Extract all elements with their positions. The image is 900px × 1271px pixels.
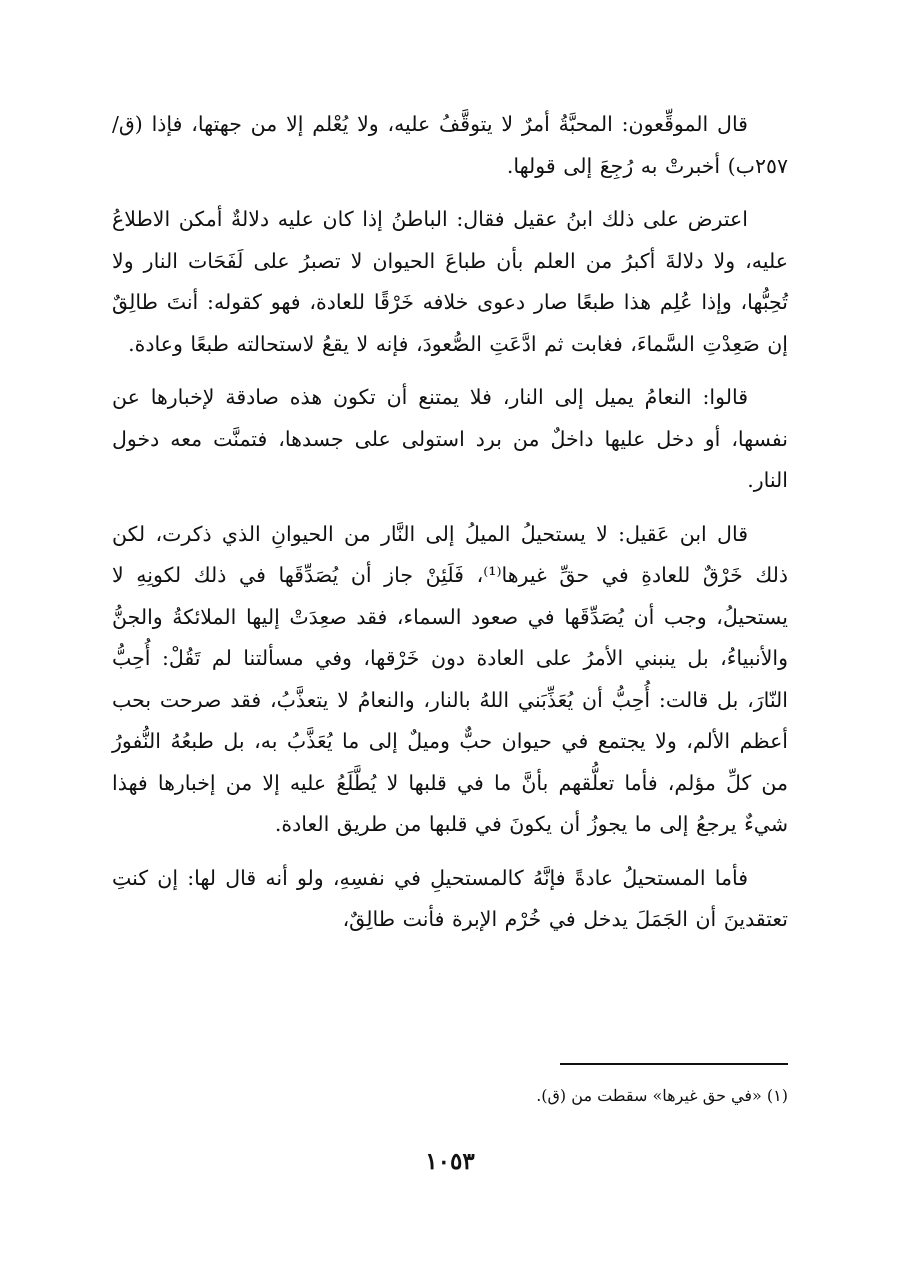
paragraph-5: فأما المستحيلُ عادةً فإنَّهُ كالمستحيلِ في نفسِهِ، ولو أنه قال لها: إن كنتِ تعتقدينَ أن الجَمَلَ يدخل في خُرْم الإبرة فأنت طالِقٌ،	[112, 865, 788, 931]
paragraph-1: قال الموقِّعون: المحبَّةُ أمرٌ لا يتوقَّفُ عليه، ولا يُعْلم إلا من جهتها، فإذا (ق/٢٥٧ب) أخبرتْ به رُجِعَ إلى قولها.	[112, 112, 788, 178]
footnote: (١) «في حق غيرها» سقطت من (ق).	[536, 1086, 788, 1105]
paragraph-3: قالوا: النعامُ يميل إلى النار، فلا يمتنع أن تكون هذه صادقة لإخبارها عن نفسها، أو دخل عليها داخلٌ من برد استولى على جسدها، فتمنَّت معه دخول النار.	[112, 385, 788, 492]
footnote-divider	[560, 1063, 788, 1065]
page-body	[112, 104, 788, 953]
paragraph-4: قال ابن عَقيل: لا يستحيلُ الميلُ إلى النَّار من الحيوانِ الذي ذكرت، لكن ذلك خَرْقٌ للعادةِ في حقِّ غيرها⁽¹⁾، فَلَئِنْ جاز أن يُصَدِّقَها في ذلك لكونِهِ لا يستحيلُ، وجب أن يُصَدِّقَها في صعود السماء، فقد صعِدَتْ إليها الملائكةُ والجنُّ والأنبياءُ، بل ينبني الأمرُ على العادة دون خَرْقها، وفي مسألتنا لم تَقُلْ: أُحِبُّ النّارَ، بل قالت: أُحِبُّ أن يُعَذِّبَني اللهُ بالنار، والنعامُ لا يتعذَّبُ، فقد صرحت بحب أعظم الألم، ولا يجتمع في حيوان حبٌّ وميلٌ إلى ما يُعَذَّبُ به، بل طبعُهُ النُّفورُ من كلِّ مؤلم، فأما تعلُّقهم بأنَّ ما في قلبها لا يُطَّلَعُ عليه إلا من إخبارها فهذا شيءٌ يرجعُ إلى ما يجوزُ أن يكونَ في قلبها من طريق العادة.	[112, 521, 788, 836]
paragraph-2: اعترض على ذلك ابنُ عقيل فقال: الباطنُ إذا كان عليه دلالةٌ أمكن الاطلاعُ عليه، ولا دلالةَ أكبرُ من العلم بأن طباعَ الحيوان لا تصبرُ على لَفَحَات النار ولا تُحِبُّها، وإذا عُلِم هذا طبعًا صار دعوى خلافه خَرْقًا للعادة، فهو كقوله: أنتَ طالِقٌ إن صَعِدْتِ السَّماءَ، فغابت ثم ادَّعَتِ الصُّعودَ، فإنه لا يقعُ لاستحالته طبعًا وعادة.	[112, 207, 788, 356]
page-number: ١٠٥٣	[425, 1148, 475, 1175]
